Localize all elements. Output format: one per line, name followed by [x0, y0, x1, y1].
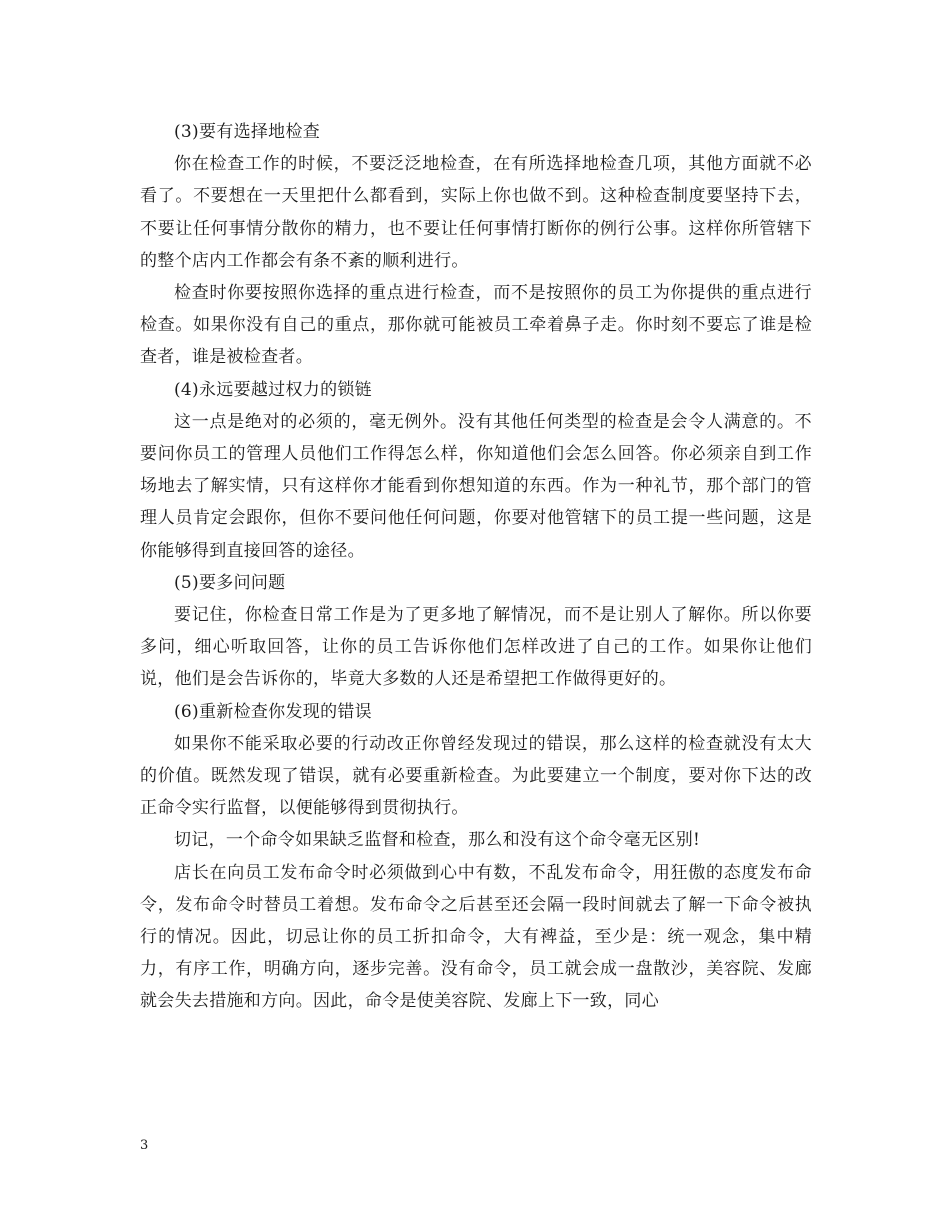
- body-paragraph: 切记，一个命令如果缺乏监督和检查，那么和没有这个命令毫无区别!: [174, 830, 701, 851]
- body-paragraph: 你在检查工作的时候，不要泛泛地检查，在有所选择地检查几项，其他方面就不必看了。不要想在一天里把什么都看到，实际上你也做不到。这种检查制度要坚持下去，不要让任何事情分散你的精力，也不要让任何事情打断你的例行公事。这样你所管辖下的整个店内工作都会有条不紊的顺利进行。: [140, 154, 812, 271]
- heading-ask-questions: (5)要多问问题: [174, 572, 286, 593]
- heading-bypass-chain-of-command: (4)永远要越过权力的锁链: [174, 379, 372, 400]
- body-paragraph: 如果你不能采取必要的行动改正你曾经发现过的错误，那么这样的检查就没有太大的价值。既然发现了错误，就有必要重新检查。为此要建立一个制度，要对你下达的改正命令实行监督，以便能够得到贯彻执行。: [140, 733, 812, 819]
- body-paragraph: 要记住，你检查日常工作是为了更多地了解情况，而不是让别人了解你。所以你要多问，细心听取回答，让你的员工告诉你他们怎样改进了自己的工作。如果你让他们说，他们是会告诉你的，毕竟大多数的人还是希望把工作做得更好的。: [140, 605, 812, 690]
- page-number: 3: [140, 1138, 149, 1153]
- body-paragraph: 店长在向员工发布命令时必须做到心中有数，不乱发布命令，用狂傲的态度发布命令，发布命令时替员工着想。发布命令之后甚至还会隔一段时间就去了解一下命令被执行的情况。因此，切忌让你的员工折扣命令，大有裨益，至少是：统一观念，集中精力，有序工作，明确方向，逐步完善。没有命令，员工就会成一盘散沙，美容院、发廊就会失去措施和方向。因此，命令是使美容院、发廊上下一致，同心: [140, 862, 812, 1012]
- body-paragraph: 这一点是绝对的必须的，毫无例外。没有其他任何类型的检查是会令人满意的。不要问你员工的管理人员他们工作得怎么样，你知道他们会怎么回答。你必须亲自到工作场地去了解实情，只有这样你才能看到你想知道的东西。作为一种礼节，那个部门的管理人员肯定会跟你，但你不要问他任何问题，你要对他管辖下的员工提一些问题，这是你能够得到直接回答的途径。: [140, 411, 812, 561]
- heading-recheck-errors: (6)重新检查你发现的错误: [174, 701, 372, 722]
- body-paragraph: 检查时你要按照你选择的重点进行检查，而不是按照你的员工为你提供的重点进行检查。如果你没有自己的重点，那你就可能被员工牵着鼻子走。你时刻不要忘了谁是检查者，谁是被检查者。: [140, 283, 812, 368]
- document-body: [140, 116, 812, 1018]
- heading-selective-inspection: (3)要有选择地检查: [174, 122, 321, 142]
